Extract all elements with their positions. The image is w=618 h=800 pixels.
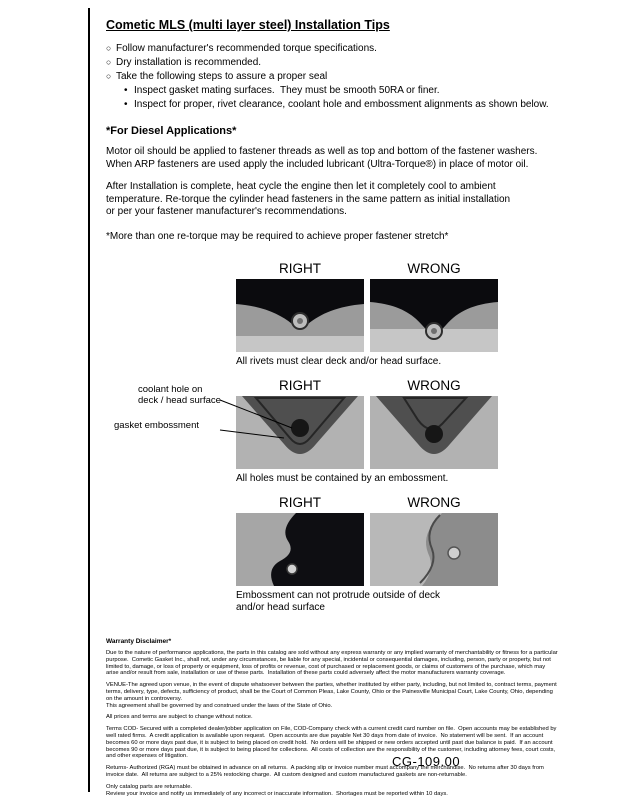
diesel-paragraph-1: Motor oil should be applied to fastener threads as well as top and bottom of the fastener washers. When ARP fasteners are used apply the included lubricant (Ultra-Torque®) in place of motor oil. xyxy=(106,146,538,170)
bullet-icon: ○ xyxy=(106,71,112,81)
tip-text: Take the following steps to assure a proper seal xyxy=(116,71,328,82)
figure-section xyxy=(114,261,498,614)
figure-headers xyxy=(236,495,498,511)
retorque-note: *More than one re-torque may be required to achieve proper fastener stretch* xyxy=(106,230,449,242)
bullet-icon: ○ xyxy=(106,57,112,67)
figure-headers xyxy=(236,261,498,277)
list-item xyxy=(124,98,572,111)
diesel-paragraph-2: After Installation is complete, heat cycle the engine then let it completely cool to ambient temperature. Re-torque the cylinder head fasteners in the same pattern as initial installation or per your fastener manufacturer's recommendations. xyxy=(106,181,511,217)
embossment-protrusion-right-image xyxy=(236,513,364,586)
left-border-rule xyxy=(88,8,90,792)
installation-tips-list xyxy=(106,42,572,111)
tip-text: Follow manufacturer's recommended torque specifications. xyxy=(116,43,377,54)
wrong-label: WRONG xyxy=(407,495,461,510)
embossment-protrusion-wrong-image xyxy=(370,513,498,586)
figure-images xyxy=(236,279,498,352)
warranty-paragraph: Terms COD- Secured with a completed dealer/jobber application on File, COD-Company check with a current credit card number on file. Open accounts may be established by well rated firms. A credit application is available upon request. Open accounts are due payable Net 30 days from date of invoice. No statement will be sent. If an account becomes 60 or more days past due, it is subject to being placed on credit hold. No orders will be shipped or new orders accepted until past due balance is paid. If an account becomes 90 or more days past due, it is subject to being placed for collections. All costs of collection are the responsibility of the customer, including attorney fees, court costs, and other expenses of litigation. xyxy=(106,726,559,760)
figure-images xyxy=(236,513,498,586)
figure-caption: All holes must be contained by an embossment. xyxy=(236,473,449,484)
wrong-label: WRONG xyxy=(407,261,461,276)
page-title: Cometic MLS (multi layer steel) Installation Tips xyxy=(106,18,390,32)
warranty-paragraph: VENUE-The agreed upon venue, in the event of dispute whatsoever between the parties, whether instituted by either party, including, but not limited to, contract terms, payment terms, delivery, type, defects, sufficiency of product, shall be the Court of Common Pleas, Lake County, Ohio or the Painesville Municipal Court, Lake County, Ohio, depending on the amount in controversy. This agreement shall be governed by and construed under the laws of the State of Ohio. xyxy=(106,682,557,709)
figure-row-protrusion xyxy=(236,495,498,614)
bullet-icon: ○ xyxy=(106,43,112,53)
warranty-heading: Warranty Disclaimer* xyxy=(106,638,172,645)
list-item xyxy=(106,70,572,83)
gasket-embossment-label: gasket embossment xyxy=(114,419,200,431)
wrong-label: WRONG xyxy=(407,378,461,393)
right-label: RIGHT xyxy=(279,261,321,276)
coolant-hole-label: coolant hole on deck / head surface xyxy=(138,384,221,407)
figure-callout-labels xyxy=(114,384,226,431)
right-label: RIGHT xyxy=(279,378,321,393)
bullet-icon: • xyxy=(124,85,128,96)
list-item xyxy=(124,84,572,97)
callout-connector-lines xyxy=(220,390,300,454)
figure-row-rivets xyxy=(236,261,498,368)
warranty-paragraph: All prices and terms are subject to change without notice. xyxy=(106,714,253,721)
diesel-applications-heading: *For Diesel Applications* xyxy=(106,125,237,137)
warranty-section xyxy=(106,638,558,797)
warranty-paragraph: Only catalog parts are returnable. Review your invoice and notify us immediately of any incorrect or inaccurate information. Shortages must be reported within 10 days. xyxy=(106,783,448,797)
figure-row-embossment xyxy=(114,378,498,485)
tip-text: Inspect gasket mating surfaces. They must be smooth 50RA or finer. xyxy=(134,85,440,96)
rivet-clearance-wrong-image xyxy=(370,279,498,352)
tip-text: Dry installation is recommended. xyxy=(116,57,262,68)
right-label: RIGHT xyxy=(279,495,321,510)
warranty-paragraph: Returns- Authorized (RGA) must be obtained in advance on all returns. A packing slip or invoice number must accompany the merchandise. No returns after 30 days from invoice date. All returns are subject to a 25% restocking charge. All custom designed and custom manufactured gaskets are non-returnable. xyxy=(106,765,546,778)
rivet-clearance-right-image xyxy=(236,279,364,352)
warranty-paragraph: Due to the nature of performance applications, the parts in this catalog are sold without any express warranty or any implied warranty of merchantability or fitness for a particular purpose. Cometic Gasket Inc., shall not, under any circumstances, be liable for any special, incidental or consequential damages, including, person, party or property, but not limited to, damage, or loss of property or equipment, loss of profits or revenue, cost of purchased or replacement goods, or claims of customers of the purchase, which may arise and/or result from sale, installation or use of these parts. Installation of these parts could adversely affect the motor manufacturers warranty coverage. xyxy=(106,650,560,677)
page-code: CG-109.00 xyxy=(392,754,461,769)
list-item xyxy=(106,42,572,55)
hole-embossment-wrong-image xyxy=(370,396,498,469)
figure-caption: All rivets must clear deck and/or head surface. xyxy=(236,356,442,367)
figure-caption: Embossment can not protrude outside of deck and/or head surface xyxy=(236,590,441,613)
tip-text: Inspect for proper, rivet clearance, coolant hole and embossment alignments as shown below. xyxy=(134,99,549,110)
bullet-icon: • xyxy=(124,99,128,110)
list-item xyxy=(106,56,572,69)
page-content xyxy=(106,12,572,800)
